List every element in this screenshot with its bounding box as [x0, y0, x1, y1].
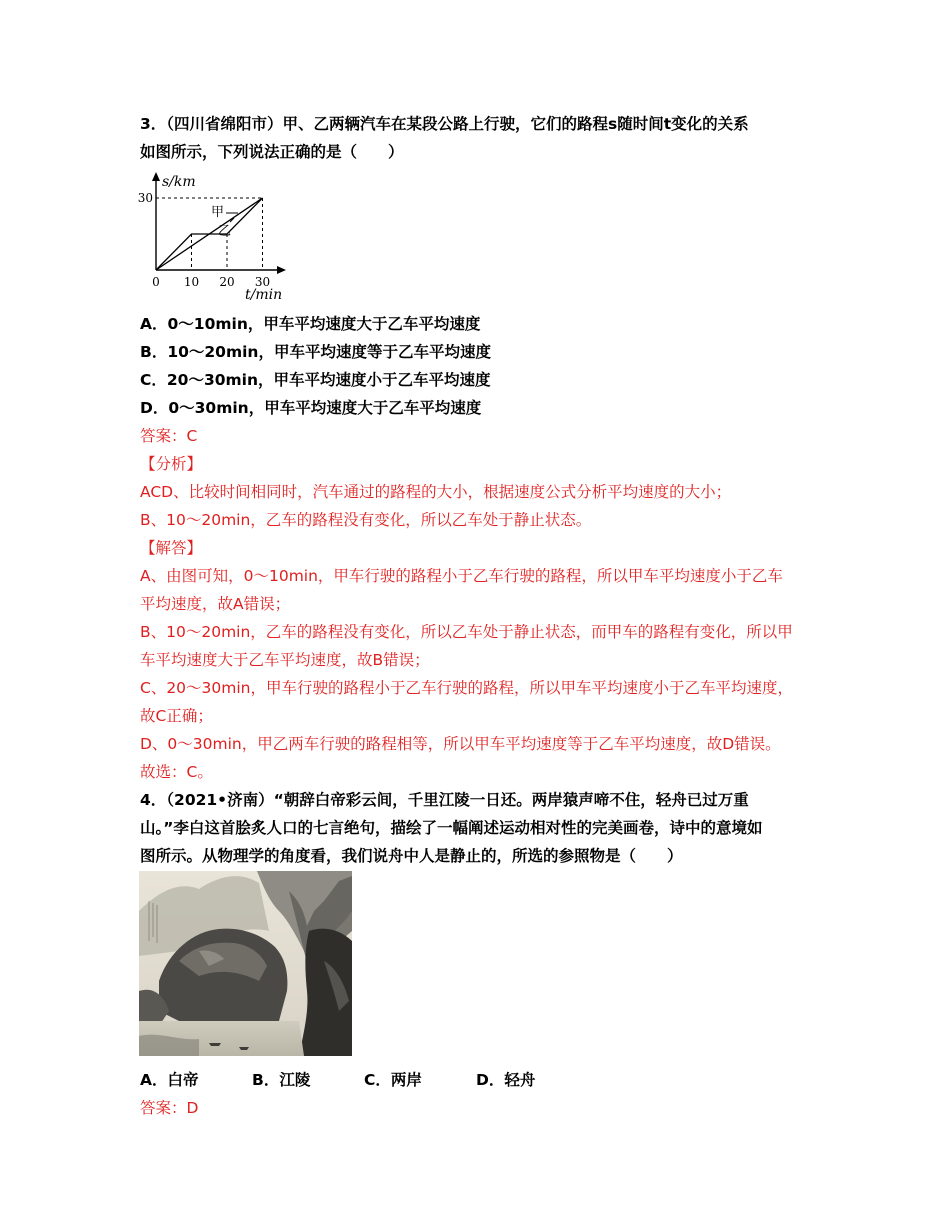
y-tick-label: 30 — [137, 191, 153, 205]
q4-option-a: A．白帝 — [140, 1071, 199, 1089]
y-axis-label: s/km — [162, 174, 196, 190]
q4-stem-line1: 4．（2021•济南）“朝辞白帝彩云间，千里江陵一日还。两岸猿声啼不住，轻舟已过万重 — [140, 791, 749, 809]
q3-solution-title: 【解答】 — [140, 539, 203, 557]
q3-option-a: A．0～10min，甲车平均速度大于乙车平均速度 — [140, 315, 481, 333]
q3-solution-line: 故C正确； — [140, 707, 213, 725]
q3-option-b: B．10～20min，甲车平均速度等于乙车平均速度 — [140, 343, 491, 361]
series-label-jia: 甲 — [211, 205, 225, 220]
landscape-painting-image — [139, 871, 352, 1056]
q3-solution-line: C、20～30min，甲车行驶的路程小于乙车行驶的路程，所以甲车平均速度小于乙车平均速度， — [140, 679, 794, 697]
q4-option-b: B．江陵 — [252, 1071, 311, 1089]
q3-solution-line: A、由图可知，0～10min，甲车行驶的路程小于乙车行驶的路程，所以甲车平均速度小于乙车 — [140, 567, 783, 585]
q3-solution-line: D、0～30min，甲乙两车行驶的路程相等，所以甲车平均速度等于乙车平均速度，故D错误。 — [140, 735, 781, 753]
q4-option-d: D．轻舟 — [476, 1071, 536, 1089]
x-tick-label: 20 — [219, 275, 235, 289]
q3-option-c: C．20～30min，甲车平均速度小于乙车平均速度 — [140, 371, 491, 389]
q3-stem-line1: 3．（四川省绵阳市）甲、乙两辆汽车在某段公路上行驶，它们的路程s随时间t变化的关系 — [140, 115, 749, 133]
q3-solution-line: 车平均速度大于乙车平均速度，故B错误； — [140, 651, 430, 669]
q3-stem-line2: 如图所示，下列说法正确的是（ ） — [140, 143, 404, 161]
series-label-yi: 乙 — [218, 224, 232, 239]
q3-solution-line: 平均速度，故A错误； — [140, 595, 291, 613]
q4-option-c: C．两岸 — [364, 1071, 422, 1089]
y-axis-arrow — [152, 172, 160, 181]
x-tick-label: 10 — [183, 275, 200, 289]
q3-answer: 答案：C — [140, 427, 198, 445]
q3-analysis-line: B、10～20min，乙车的路程没有变化，所以乙车处于静止状态。 — [140, 511, 592, 529]
q3-analysis-title: 【分析】 — [140, 455, 203, 473]
x-tick-label: 0 — [152, 275, 160, 289]
x-axis-label: t/min — [245, 287, 283, 303]
q3-solution-line: B、10～20min，乙车的路程没有变化，所以乙车处于静止状态，而甲车的路程有变化，所以甲 — [140, 623, 793, 641]
q3-option-d: D．0～30min，甲车平均速度大于乙车平均速度 — [140, 399, 482, 417]
q3-solution-line: 故选：C。 — [140, 763, 213, 781]
distance-time-chart — [137, 168, 290, 308]
x-tick-label: 30 — [254, 275, 271, 289]
q4-answer: 答案：D — [140, 1099, 199, 1117]
q4-stem-line2: 山。”李白这首脍炙人口的七言绝句，描绘了一幅阐述运动相对性的完美画卷，诗中的意境如 — [140, 819, 763, 837]
x-axis-arrow — [277, 266, 286, 274]
q3-analysis-line: ACD、比较时间相同时，汽车通过的路程的大小，根据速度公式分析平均速度的大小； — [140, 483, 732, 501]
q4-options — [140, 1070, 535, 1090]
q4-stem-line3: 图所示。从物理学的角度看，我们说舟中人是静止的，所选的参照物是（ ） — [140, 847, 683, 865]
